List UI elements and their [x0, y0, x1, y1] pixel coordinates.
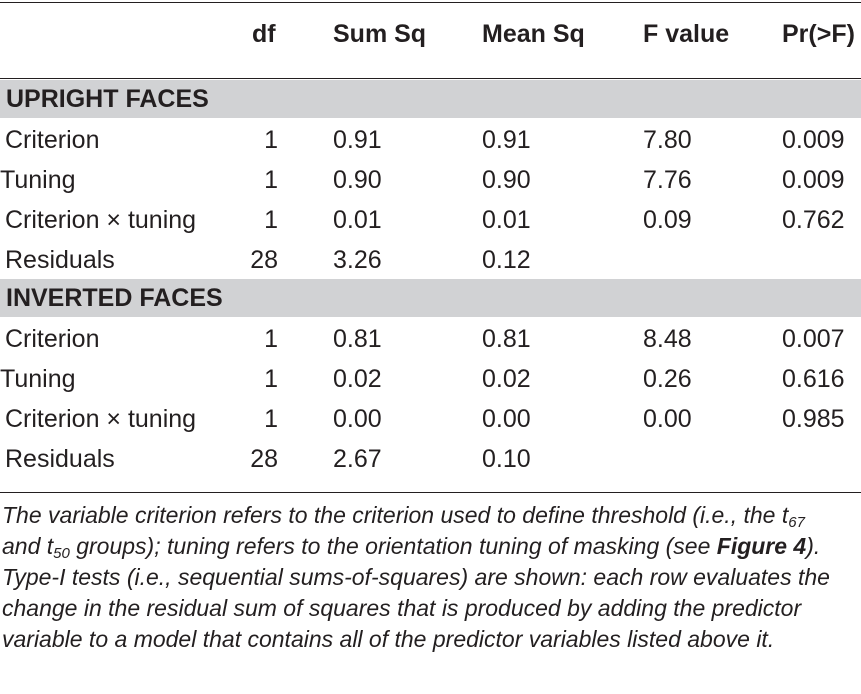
table-footnote [2, 500, 858, 655]
table-row [0, 240, 861, 280]
cell-mean-sq: 0.91 [482, 126, 531, 154]
header-pr: Pr(>F) [782, 20, 855, 48]
cell-sum-sq: 0.81 [333, 325, 382, 353]
bottom-rule [0, 492, 861, 493]
header-f-value: F value [643, 20, 730, 48]
figure-reference: Figure 4 [716, 533, 807, 559]
cell-sum-sq: 0.90 [333, 166, 382, 194]
cell-mean-sq: 0.01 [482, 206, 531, 234]
footnote-subscript: 50 [53, 545, 70, 562]
cell-df: 1 [264, 325, 278, 353]
table-row [0, 200, 861, 240]
cell-mean-sq: 0.81 [482, 325, 531, 353]
row-label: Tuning [0, 365, 76, 393]
footnote-subscript: 67 [788, 514, 805, 531]
row-label: Criterion × tuning [5, 405, 197, 433]
footnote-text: The variable criterion refers to the criterion used to define threshold (i.e., the t [2, 502, 789, 528]
cell-df: 1 [264, 365, 278, 393]
cell-f-value: 7.80 [643, 126, 692, 154]
footnote-text: ). [806, 533, 821, 559]
section-header-inverted [0, 279, 861, 317]
cell-sum-sq: 0.00 [333, 405, 382, 433]
row-label: Criterion [5, 126, 100, 154]
header-mean-sq: Mean Sq [482, 20, 585, 48]
footnote-text: and t [2, 533, 54, 559]
cell-sum-sq: 3.26 [333, 246, 382, 274]
row-label: Criterion [5, 325, 100, 353]
cell-pr: 0.762 [782, 206, 845, 234]
cell-mean-sq: 0.12 [482, 246, 531, 274]
cell-sum-sq: 0.02 [333, 365, 382, 393]
cell-mean-sq: 0.00 [482, 405, 531, 433]
cell-df: 1 [264, 166, 278, 194]
top-rule [0, 2, 861, 3]
header-sum-sq: Sum Sq [333, 20, 427, 48]
cell-f-value: 0.09 [643, 206, 692, 234]
header-rule [0, 78, 861, 79]
table-row [0, 439, 861, 479]
row-label: Criterion × tuning [5, 206, 197, 234]
cell-df: 28 [250, 445, 278, 473]
table-row [0, 160, 861, 200]
footnote-line: change in the residual sum of squares that is produced by adding the predictor [2, 595, 802, 621]
cell-pr: 0.009 [782, 166, 845, 194]
cell-mean-sq: 0.02 [482, 365, 531, 393]
cell-sum-sq: 0.91 [333, 126, 382, 154]
row-label: Tuning [0, 166, 76, 194]
cell-sum-sq: 2.67 [333, 445, 382, 473]
cell-mean-sq: 0.90 [482, 166, 531, 194]
footnote-line: Type-I tests (i.e., sequential sums-of-squares) are shown: each row evaluates the [2, 564, 830, 590]
table-row [0, 319, 861, 359]
table-row [0, 359, 861, 399]
footnote-text: groups); tuning refers to the orientation tuning of masking (see [69, 533, 717, 559]
cell-f-value: 8.48 [643, 325, 692, 353]
cell-mean-sq: 0.10 [482, 445, 531, 473]
section-title: UPRIGHT FACES [6, 85, 209, 113]
row-label: Residuals [5, 445, 115, 473]
section-header-upright [0, 80, 861, 118]
section-title: INVERTED FACES [6, 284, 223, 312]
cell-f-value: 7.76 [643, 166, 692, 194]
cell-f-value: 0.26 [643, 365, 692, 393]
table-row [0, 120, 861, 160]
cell-f-value: 0.00 [643, 405, 692, 433]
cell-pr: 0.007 [782, 325, 845, 353]
row-label: Residuals [5, 246, 115, 274]
cell-sum-sq: 0.01 [333, 206, 382, 234]
footnote-line [2, 531, 858, 562]
header-df: df [252, 20, 276, 48]
cell-df: 1 [264, 206, 278, 234]
footnote-line: variable to a model that contains all of the predictor variables listed above it. [2, 626, 775, 652]
cell-pr: 0.009 [782, 126, 845, 154]
cell-df: 1 [264, 126, 278, 154]
footnote-line [2, 500, 858, 531]
cell-df: 1 [264, 405, 278, 433]
cell-pr: 0.985 [782, 405, 845, 433]
cell-df: 28 [250, 246, 278, 274]
cell-pr: 0.616 [782, 365, 845, 393]
table-row [0, 399, 861, 439]
